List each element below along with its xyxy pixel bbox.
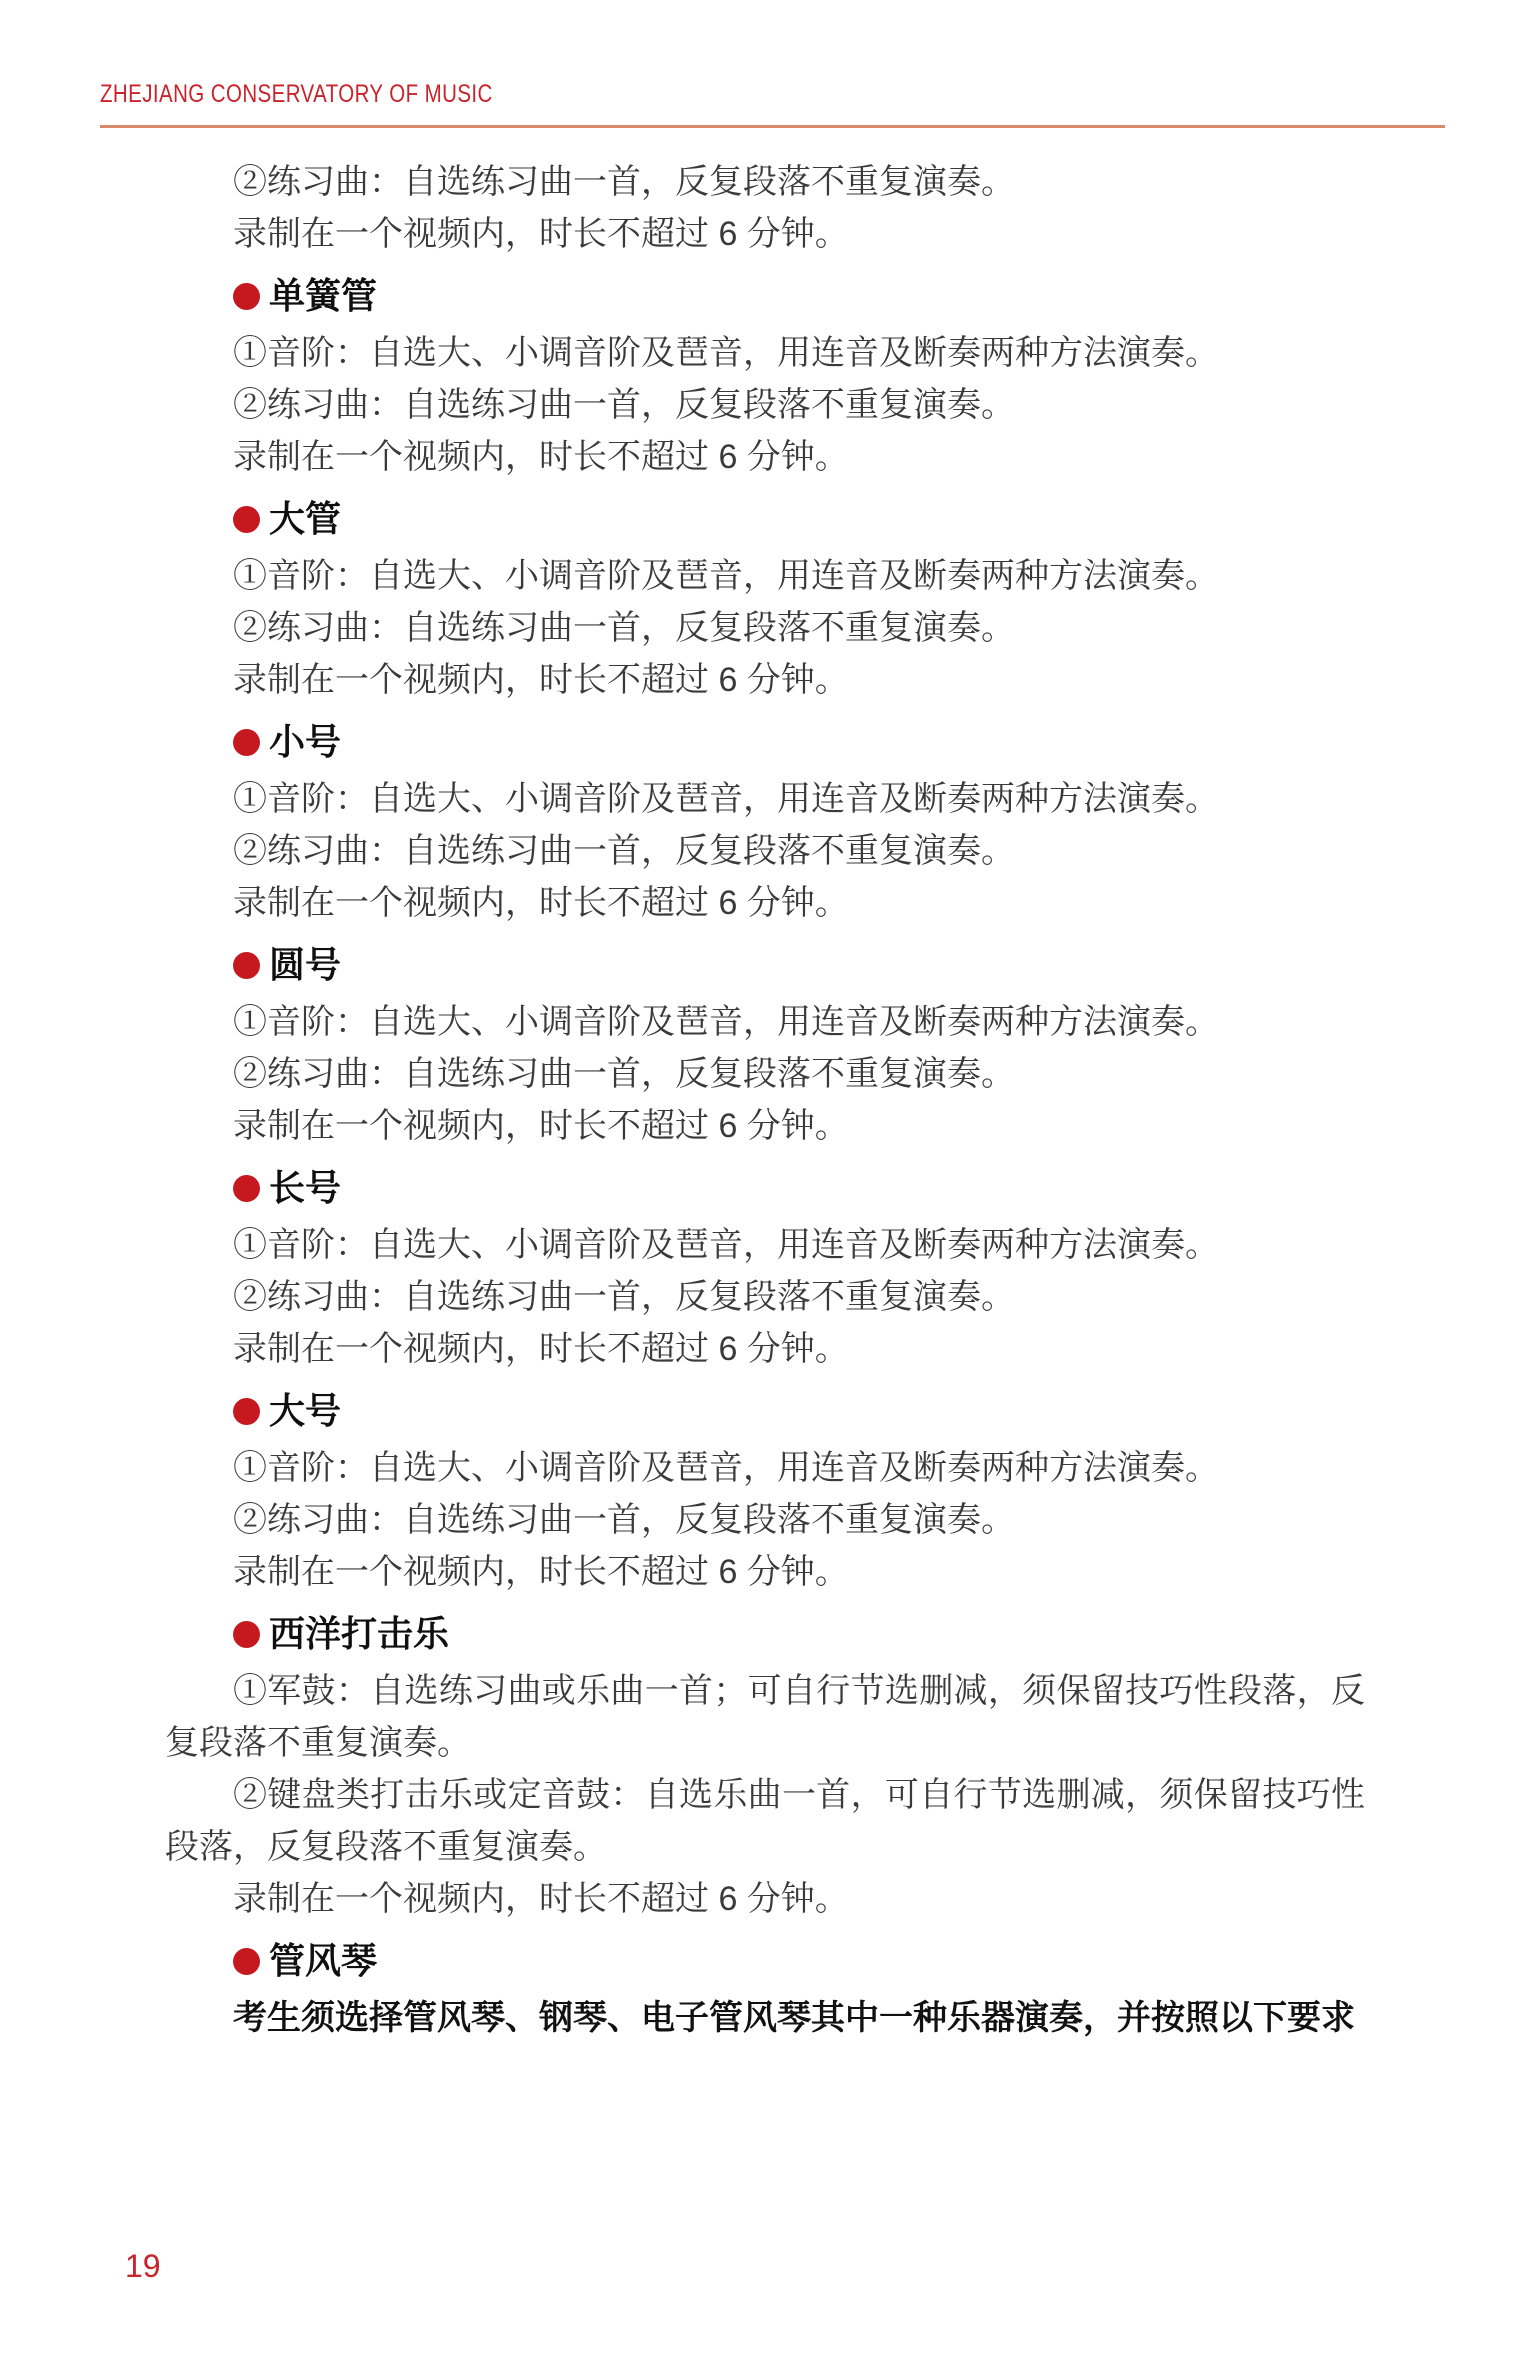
- body-paragraph: ①音阶：自选大、小调音阶及琶音，用连音及断奏两种方法演奏。: [233, 334, 1219, 372]
- body-paragraph: ①音阶：自选大、小调音阶及琶音，用连音及断奏两种方法演奏。: [233, 780, 1219, 818]
- body-paragraph: ①音阶：自选大、小调音阶及琶音，用连音及断奏两种方法演奏。: [233, 1449, 1219, 1487]
- bullet-icon: [233, 1948, 260, 1975]
- body-paragraph: ②练习曲：自选练习曲一首，反复段落不重复演奏。: [233, 609, 1015, 647]
- body-paragraph: ①音阶：自选大、小调音阶及琶音，用连音及断奏两种方法演奏。: [233, 1226, 1219, 1264]
- body-paragraph: 录制在一个视频内，时长不超过 6 分钟。: [233, 438, 849, 476]
- bullet-icon: [233, 729, 260, 756]
- section-title: 大号: [269, 1390, 342, 1431]
- section-title: 西洋打击乐: [269, 1613, 450, 1654]
- bullet-icon: [233, 952, 260, 979]
- section-header: [165, 1385, 1365, 1437]
- section-header: [165, 1162, 1365, 1214]
- section-header: [165, 270, 1365, 322]
- section-header: [165, 1935, 1365, 1987]
- bullet-icon: [233, 1621, 260, 1648]
- section-title: 长号: [269, 1167, 342, 1208]
- body-paragraph: ②练习曲：自选练习曲一首，反复段落不重复演奏。: [233, 386, 1015, 424]
- section-header: [165, 716, 1365, 768]
- body-paragraph: 录制在一个视频内，时长不超过 6 分钟。: [233, 661, 849, 699]
- body-paragraph: ①音阶：自选大、小调音阶及琶音，用连音及断奏两种方法演奏。: [233, 1003, 1219, 1041]
- bullet-icon: [233, 506, 260, 533]
- body-paragraph: ②练习曲：自选练习曲一首，反复段落不重复演奏。: [233, 1055, 1015, 1093]
- bullet-icon: [233, 1398, 260, 1425]
- body-paragraph: ②练习曲：自选练习曲一首，反复段落不重复演奏。: [233, 1501, 1015, 1539]
- body-paragraph: ①音阶：自选大、小调音阶及琶音，用连音及断奏两种方法演奏。: [233, 557, 1219, 595]
- body-paragraph: 录制在一个视频内，时长不超过 6 分钟。: [233, 1553, 849, 1591]
- section-title: 大管: [269, 498, 342, 539]
- document-body: [165, 156, 1365, 2044]
- header-rule-divider: [100, 125, 1445, 128]
- body-paragraph: ②练习曲：自选练习曲一首，反复段落不重复演奏。: [233, 163, 1015, 201]
- section-title: 单簧管: [269, 275, 378, 316]
- body-paragraph: ①军鼓：自选练习曲或乐曲一首；可自行节选删减，须保留技巧性段落，反复段落不重复演奏。: [165, 1672, 1365, 1762]
- section-header: [165, 493, 1365, 545]
- body-paragraph: 录制在一个视频内，时长不超过 6 分钟。: [233, 1880, 849, 1918]
- page-number: 19: [125, 2248, 161, 2284]
- body-paragraph: 录制在一个视频内，时长不超过 6 分钟。: [233, 215, 849, 253]
- body-paragraph: ②练习曲：自选练习曲一首，反复段落不重复演奏。: [233, 832, 1015, 870]
- section-title: 圆号: [269, 944, 342, 985]
- section-title: 管风琴: [269, 1940, 378, 1981]
- body-paragraph: ②键盘类打击乐或定音鼓：自选乐曲一首，可自行节选删减，须保留技巧性段落，反复段落不重复演奏。: [165, 1776, 1365, 1866]
- section-header: [165, 939, 1365, 991]
- section-title: 小号: [269, 721, 342, 762]
- body-paragraph: 考生须选择管风琴、钢琴、电子管风琴其中一种乐器演奏，并按照以下要求: [233, 1999, 1355, 2037]
- bullet-icon: [233, 1175, 260, 1202]
- bullet-icon: [233, 283, 260, 310]
- body-paragraph: 录制在一个视频内，时长不超过 6 分钟。: [233, 1330, 849, 1368]
- body-paragraph: 录制在一个视频内，时长不超过 6 分钟。: [233, 884, 849, 922]
- body-paragraph: 录制在一个视频内，时长不超过 6 分钟。: [233, 1107, 849, 1145]
- page-header-title: ZHEJIANG CONSERVATORY OF MUSIC: [100, 80, 493, 108]
- body-paragraph: ②练习曲：自选练习曲一首，反复段落不重复演奏。: [233, 1278, 1015, 1316]
- page-header: [100, 80, 579, 110]
- section-header: [165, 1608, 1365, 1660]
